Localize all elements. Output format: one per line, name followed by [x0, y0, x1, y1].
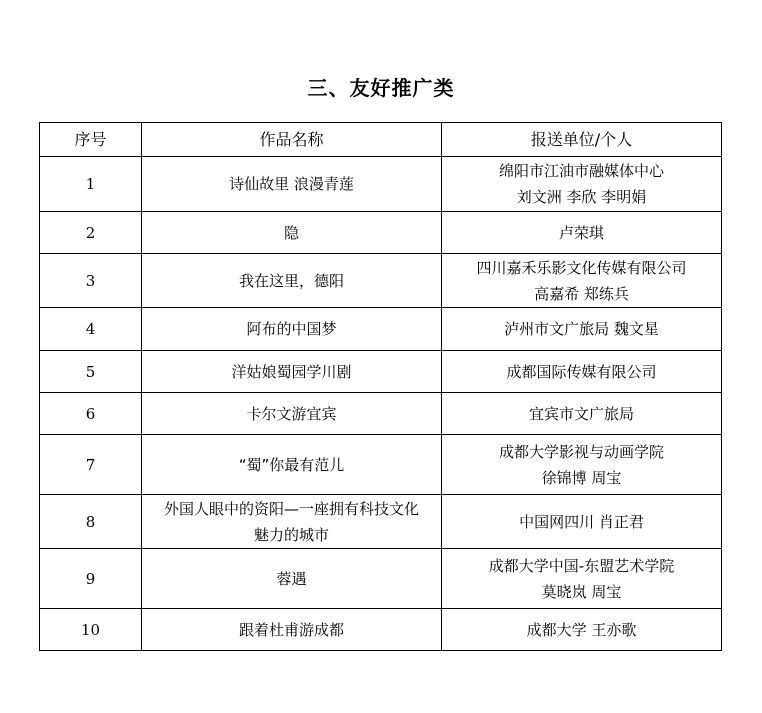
submitter-line: 成都大学 王亦歌	[526, 620, 637, 639]
work-name-line: 蓉遇	[276, 569, 307, 588]
work-name-cell	[142, 549, 442, 609]
serial-cell: 2	[40, 212, 142, 254]
work-name-line: “蜀”你最有范儿	[238, 455, 345, 474]
submitter-cell	[442, 157, 722, 212]
submitter-line: 泸州市文广旅局 魏文星	[504, 320, 659, 338]
submitter-cell	[442, 212, 722, 254]
header-work-name: 作品名称	[142, 123, 442, 157]
submitter-cell	[442, 609, 722, 651]
awards-table	[39, 122, 722, 651]
serial-cell: 5	[40, 351, 142, 393]
submitter-cell	[442, 351, 722, 393]
work-name-cell	[142, 495, 442, 549]
work-name-cell	[142, 254, 442, 308]
submitter-line: 高嘉希 郑练兵	[534, 284, 629, 303]
submitter-line: 成都大学影视与动画学院	[498, 442, 664, 461]
work-name-line: 魅力的城市	[253, 525, 329, 544]
submitter-line: 绵阳市江油市融媒体中心	[498, 162, 664, 180]
serial-cell: 6	[40, 393, 142, 435]
submitter-cell	[442, 308, 722, 351]
serial-cell: 7	[40, 435, 142, 495]
table-row	[40, 212, 722, 254]
work-name-cell	[142, 393, 442, 435]
table-row	[40, 393, 722, 435]
section-title: 三、友好推广类	[307, 76, 455, 100]
serial-cell: 3	[40, 254, 142, 308]
work-name-cell	[142, 308, 442, 351]
work-name-cell	[142, 157, 442, 212]
submitter-line: 卢荣琪	[558, 223, 604, 242]
table-row	[40, 308, 722, 351]
work-name-cell	[142, 212, 442, 254]
serial-cell: 9	[40, 549, 142, 609]
submitter-line: 四川嘉禾乐影文化传媒有限公司	[476, 258, 687, 277]
work-name-cell	[142, 435, 442, 495]
work-name-line: 外国人眼中的资阳—一座拥有科技文化	[163, 499, 419, 518]
serial-cell: 4	[40, 308, 142, 351]
work-name-line: 洋姑娘蜀园学川剧	[231, 362, 352, 381]
submitter-cell	[442, 254, 722, 308]
header-submitter: 报送单位/个人	[442, 123, 722, 157]
submitter-cell	[442, 495, 722, 549]
submitter-cell	[442, 435, 722, 495]
table-row	[40, 435, 722, 495]
submitter-line: 中国网四川 肖正君	[519, 512, 644, 531]
work-name-cell	[142, 351, 442, 393]
work-name-cell	[142, 609, 442, 651]
work-name-line: 我在这里，德阳	[238, 271, 344, 290]
table-row	[40, 254, 722, 308]
table-row	[40, 549, 722, 609]
submitter-line: 宜宾市文广旅局	[528, 404, 634, 423]
table-row	[40, 495, 722, 549]
work-name-line: 跟着杜甫游成都	[238, 620, 344, 639]
submitter-line: 莫晓岚 周宝	[541, 582, 622, 601]
submitter-line: 刘文洲 李欣 李明娟	[516, 188, 647, 206]
table-row	[40, 157, 722, 212]
serial-cell: 8	[40, 495, 142, 549]
submitter-cell	[442, 393, 722, 435]
submitter-line: 徐锦博 周宝	[541, 468, 622, 487]
submitter-line: 成都国际传媒有限公司	[506, 362, 657, 381]
serial-cell: 1	[40, 157, 142, 212]
submitter-line: 成都大学中国-东盟艺术学院	[488, 556, 675, 575]
table-header-row	[40, 123, 722, 157]
table-row	[40, 351, 722, 393]
header-serial: 序号	[40, 123, 142, 157]
work-name-line: 阿布的中国梦	[246, 320, 337, 338]
work-name-line: 隐	[283, 223, 299, 242]
work-name-line: 诗仙故里 浪漫青莲	[229, 175, 354, 193]
serial-cell: 10	[40, 609, 142, 651]
table-row	[40, 609, 722, 651]
submitter-cell	[442, 549, 722, 609]
work-name-line: 卡尔文游宜宾	[246, 404, 337, 423]
